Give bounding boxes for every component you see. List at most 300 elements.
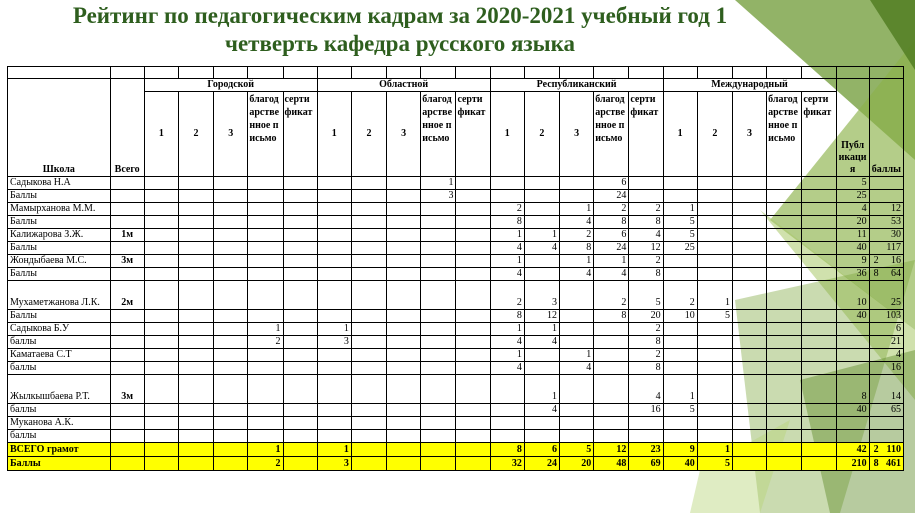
row-cell: [732, 349, 766, 362]
row-cell: [144, 268, 178, 281]
row-cell: [387, 242, 421, 255]
row-name: баллы: [8, 430, 111, 443]
row-cell: [421, 349, 456, 362]
row-cell: [387, 336, 421, 349]
row-cell: [317, 203, 351, 216]
row-name: Баллы: [8, 268, 111, 281]
row-cell: [802, 203, 836, 216]
row-cell: [317, 404, 351, 417]
row-cell: [214, 323, 248, 336]
row-cell: [214, 430, 248, 443]
row-cell: 25: [663, 242, 697, 255]
row-cell: [697, 375, 732, 404]
row-cell: [421, 404, 456, 417]
row-publication: 40: [836, 242, 869, 255]
row-cell: [663, 362, 697, 375]
row-cell: [214, 336, 248, 349]
row-cell: [178, 203, 213, 216]
row-name: Баллы: [8, 310, 111, 323]
row-cell: [214, 349, 248, 362]
table-row: [8, 336, 904, 349]
row-cell: [248, 417, 283, 430]
row-cell: [283, 281, 317, 310]
table-body: [8, 67, 904, 471]
row-cell: [524, 349, 559, 362]
row-cell: 8: [629, 216, 663, 229]
row-publication: 42: [836, 443, 869, 457]
row-cell: [283, 203, 317, 216]
row-cell: [387, 177, 421, 190]
row-cell: 8: [490, 216, 524, 229]
table-row: [8, 417, 904, 430]
row-cell: [248, 177, 283, 190]
row-cell: [524, 430, 559, 443]
row-cell: [178, 242, 213, 255]
row-publication: [836, 362, 869, 375]
row-cell: [317, 255, 351, 268]
row-cell: [248, 255, 283, 268]
row-cell: [802, 281, 836, 310]
row-cell: [767, 190, 802, 203]
row-cell: [767, 362, 802, 375]
row-cell: 4: [524, 336, 559, 349]
row-name: Муканова А.К.: [8, 417, 111, 430]
row-cell: 1: [524, 229, 559, 242]
row-cell: [351, 190, 386, 203]
row-cell: [732, 430, 766, 443]
row-cell: [178, 190, 213, 203]
row-cell: [421, 203, 456, 216]
row-cell: [524, 203, 559, 216]
row-points-value: 64: [891, 268, 901, 279]
rating-table: [7, 66, 904, 471]
group-region: Областной: [317, 79, 490, 92]
table-row: [8, 203, 904, 216]
row-total: [110, 430, 144, 443]
row-cell: 2: [663, 281, 697, 310]
row-cell: [802, 457, 836, 471]
row-cell: [732, 229, 766, 242]
row-cell: [317, 216, 351, 229]
row-total: 2м: [110, 281, 144, 310]
sub-header-place-3: 3: [387, 92, 421, 177]
row-cell: [802, 404, 836, 417]
row-name: Мухаметжанова Л.К.: [8, 281, 111, 310]
row-cell: [767, 310, 802, 323]
row-cell: 1: [490, 255, 524, 268]
row-cell: 5: [697, 310, 732, 323]
totals-row: [8, 457, 904, 471]
row-cell: 2: [560, 229, 594, 242]
row-cell: [802, 430, 836, 443]
row-cell: [767, 177, 802, 190]
row-cell: [387, 310, 421, 323]
row-cell: [214, 177, 248, 190]
sub-header-place-3: 3: [560, 92, 594, 177]
row-publication: 10: [836, 281, 869, 310]
row-cell: [663, 430, 697, 443]
row-cell: [802, 362, 836, 375]
row-cell: [732, 216, 766, 229]
row-cell: [317, 349, 351, 362]
row-cell: [214, 417, 248, 430]
row-name: Жылкышбаева Р.Т.: [8, 375, 111, 404]
total-header: Всего: [110, 79, 144, 177]
row-cell: 24: [594, 242, 629, 255]
row-cell: [802, 375, 836, 404]
row-publication-count: 8: [873, 268, 879, 279]
row-cell: [490, 430, 524, 443]
row-cell: [214, 190, 248, 203]
row-cell: [283, 362, 317, 375]
row-cell: [732, 457, 766, 471]
row-cell: [387, 417, 421, 430]
row-cell: [283, 242, 317, 255]
row-cell: 1: [490, 323, 524, 336]
row-cell: [802, 216, 836, 229]
row-cell: [456, 457, 490, 471]
row-cell: 1: [317, 323, 351, 336]
row-publication: [836, 336, 869, 349]
row-cell: [421, 268, 456, 281]
row-cell: [387, 190, 421, 203]
row-cell: [351, 323, 386, 336]
sub-header-place-1: 1: [663, 92, 697, 177]
row-cell: [214, 457, 248, 471]
row-cell: 1: [560, 203, 594, 216]
row-cell: 1: [490, 229, 524, 242]
row-cell: [351, 242, 386, 255]
row-cell: [317, 281, 351, 310]
row-cell: 2: [629, 203, 663, 216]
row-name: Баллы: [8, 242, 111, 255]
row-publication-count: 2: [873, 255, 879, 266]
row-cell: [802, 417, 836, 430]
sub-header-place-2: 2: [178, 92, 213, 177]
sub-header-certificate: сертификат: [629, 92, 663, 177]
row-cell: 4: [560, 268, 594, 281]
row-cell: [317, 177, 351, 190]
row-cell: [178, 430, 213, 443]
row-cell: [697, 430, 732, 443]
row-cell: [214, 281, 248, 310]
row-cell: [663, 268, 697, 281]
row-cell: [248, 362, 283, 375]
row-points: 65: [869, 404, 903, 417]
row-cell: 8: [490, 310, 524, 323]
row-cell: [456, 362, 490, 375]
row-name: Жондыбаева М.С.: [8, 255, 111, 268]
row-cell: [456, 404, 490, 417]
row-cell: [351, 177, 386, 190]
row-cell: [421, 229, 456, 242]
row-cell: 8: [594, 310, 629, 323]
row-cell: [283, 443, 317, 457]
row-cell: [351, 375, 386, 404]
row-cell: [283, 216, 317, 229]
row-cell: 2: [594, 203, 629, 216]
row-cell: [767, 457, 802, 471]
row-cell: 2: [490, 203, 524, 216]
row-publication-count: 8: [873, 457, 879, 469]
row-points: [869, 443, 903, 457]
row-cell: [767, 417, 802, 430]
row-cell: 24: [524, 457, 559, 471]
row-cell: [767, 203, 802, 216]
row-cell: [351, 362, 386, 375]
row-cell: [456, 177, 490, 190]
row-cell: [214, 203, 248, 216]
sub-header-certificate: сертификат: [802, 92, 836, 177]
row-publication: 20: [836, 216, 869, 229]
row-cell: [663, 323, 697, 336]
table-row: [8, 323, 904, 336]
row-cell: 9: [663, 443, 697, 457]
row-cell: [767, 268, 802, 281]
row-cell: 4: [490, 362, 524, 375]
row-cell: [421, 310, 456, 323]
row-cell: [214, 404, 248, 417]
row-cell: 69: [629, 457, 663, 471]
row-cell: 1: [560, 255, 594, 268]
row-points: 12: [869, 203, 903, 216]
row-cell: [214, 362, 248, 375]
row-cell: [283, 310, 317, 323]
row-cell: [767, 281, 802, 310]
row-cell: [697, 203, 732, 216]
row-cell: [732, 336, 766, 349]
row-cell: 5: [663, 229, 697, 242]
row-cell: [178, 336, 213, 349]
row-cell: [351, 336, 386, 349]
row-cell: [767, 323, 802, 336]
table-row: [8, 177, 904, 190]
row-cell: [144, 203, 178, 216]
row-name: Каматаева С.Т: [8, 349, 111, 362]
row-cell: [490, 190, 524, 203]
row-cell: [144, 457, 178, 471]
row-cell: [732, 362, 766, 375]
row-cell: 20: [560, 457, 594, 471]
points-header: баллы: [869, 79, 903, 177]
row-cell: [732, 268, 766, 281]
row-cell: [456, 242, 490, 255]
row-cell: [802, 310, 836, 323]
row-name: Баллы: [8, 216, 111, 229]
row-cell: [732, 417, 766, 430]
sub-header-letter: благодарственное письмо: [594, 92, 629, 177]
row-cell: [629, 430, 663, 443]
row-cell: [802, 190, 836, 203]
row-cell: [351, 229, 386, 242]
row-cell: [456, 375, 490, 404]
row-cell: [317, 430, 351, 443]
row-cell: [767, 216, 802, 229]
row-cell: [524, 177, 559, 190]
sub-header-place-2: 2: [351, 92, 386, 177]
table-row: [8, 216, 904, 229]
row-cell: [802, 255, 836, 268]
row-cell: [560, 310, 594, 323]
row-cell: [387, 216, 421, 229]
row-cell: [178, 417, 213, 430]
row-cell: [663, 417, 697, 430]
row-cell: [524, 255, 559, 268]
row-cell: [178, 323, 213, 336]
row-cell: [387, 404, 421, 417]
row-cell: [178, 255, 213, 268]
row-publication: 40: [836, 404, 869, 417]
row-cell: [317, 242, 351, 255]
group-city: Городской: [144, 79, 317, 92]
row-cell: [317, 417, 351, 430]
row-cell: [283, 229, 317, 242]
row-cell: [144, 216, 178, 229]
row-cell: 1: [248, 323, 283, 336]
row-cell: [767, 255, 802, 268]
row-cell: 2: [594, 281, 629, 310]
row-cell: [560, 190, 594, 203]
row-cell: [421, 375, 456, 404]
row-publication-count: 2: [873, 443, 879, 455]
row-cell: 40: [663, 457, 697, 471]
row-cell: [317, 375, 351, 404]
row-cell: [594, 375, 629, 404]
group-international: Международный: [663, 79, 836, 92]
row-cell: [248, 349, 283, 362]
row-points: 53: [869, 216, 903, 229]
row-cell: [524, 190, 559, 203]
row-cell: 6: [524, 443, 559, 457]
row-cell: [178, 375, 213, 404]
row-cell: [732, 255, 766, 268]
row-publication: [836, 349, 869, 362]
row-cell: [317, 268, 351, 281]
row-cell: [144, 242, 178, 255]
row-cell: [351, 417, 386, 430]
row-cell: 48: [594, 457, 629, 471]
row-cell: [421, 255, 456, 268]
row-cell: [421, 323, 456, 336]
row-cell: [351, 457, 386, 471]
row-cell: 4: [629, 375, 663, 404]
row-points-value: 16: [891, 255, 901, 266]
row-cell: [387, 268, 421, 281]
row-cell: [802, 242, 836, 255]
row-cell: [317, 310, 351, 323]
row-cell: [490, 404, 524, 417]
row-cell: [697, 362, 732, 375]
row-cell: [248, 229, 283, 242]
row-cell: [317, 190, 351, 203]
row-cell: 6: [594, 229, 629, 242]
table-row: [8, 375, 904, 404]
row-cell: 4: [490, 268, 524, 281]
row-cell: [144, 417, 178, 430]
row-cell: [351, 216, 386, 229]
row-cell: 2: [248, 336, 283, 349]
row-cell: [387, 457, 421, 471]
row-cell: [178, 404, 213, 417]
table-row: [8, 362, 904, 375]
row-cell: [456, 336, 490, 349]
totals-row: [8, 443, 904, 457]
row-cell: [697, 255, 732, 268]
row-cell: [629, 177, 663, 190]
row-cell: [456, 323, 490, 336]
row-cell: [421, 336, 456, 349]
row-cell: [802, 443, 836, 457]
row-cell: [802, 349, 836, 362]
row-cell: [214, 242, 248, 255]
row-cell: 4: [490, 242, 524, 255]
row-points: 4: [869, 349, 903, 362]
table-row: [8, 349, 904, 362]
row-cell: [144, 310, 178, 323]
row-cell: 12: [594, 443, 629, 457]
row-cell: [144, 404, 178, 417]
row-cell: [214, 310, 248, 323]
table-row: [8, 242, 904, 255]
row-name: баллы: [8, 362, 111, 375]
row-cell: [767, 375, 802, 404]
row-cell: [351, 268, 386, 281]
row-cell: [283, 190, 317, 203]
row-cell: [594, 404, 629, 417]
row-cell: [387, 229, 421, 242]
row-total: [110, 203, 144, 216]
row-cell: 5: [663, 404, 697, 417]
row-cell: [283, 336, 317, 349]
row-cell: [456, 229, 490, 242]
row-name: Садыкова Н.А: [8, 177, 111, 190]
row-cell: [214, 443, 248, 457]
row-cell: [178, 281, 213, 310]
row-cell: [214, 268, 248, 281]
row-cell: [421, 457, 456, 471]
school-header: Школа: [8, 79, 111, 177]
row-cell: [490, 375, 524, 404]
row-cell: [387, 443, 421, 457]
row-cell: 12: [524, 310, 559, 323]
sub-header-place-1: 1: [317, 92, 351, 177]
row-cell: [144, 362, 178, 375]
row-cell: [732, 203, 766, 216]
row-cell: 5: [697, 457, 732, 471]
row-cell: [283, 255, 317, 268]
row-cell: [283, 430, 317, 443]
row-cell: [283, 417, 317, 430]
row-cell: [351, 203, 386, 216]
row-total: [110, 336, 144, 349]
row-cell: [560, 417, 594, 430]
row-cell: [317, 362, 351, 375]
row-cell: [524, 268, 559, 281]
row-points: 30: [869, 229, 903, 242]
row-total: [110, 268, 144, 281]
row-points: 6: [869, 323, 903, 336]
sub-header-place-1: 1: [144, 92, 178, 177]
row-cell: [594, 362, 629, 375]
row-cell: [732, 404, 766, 417]
row-cell: [456, 203, 490, 216]
row-cell: [178, 229, 213, 242]
row-cell: 5: [629, 281, 663, 310]
row-total: [110, 362, 144, 375]
row-cell: [144, 281, 178, 310]
row-cell: [387, 203, 421, 216]
row-cell: [214, 216, 248, 229]
